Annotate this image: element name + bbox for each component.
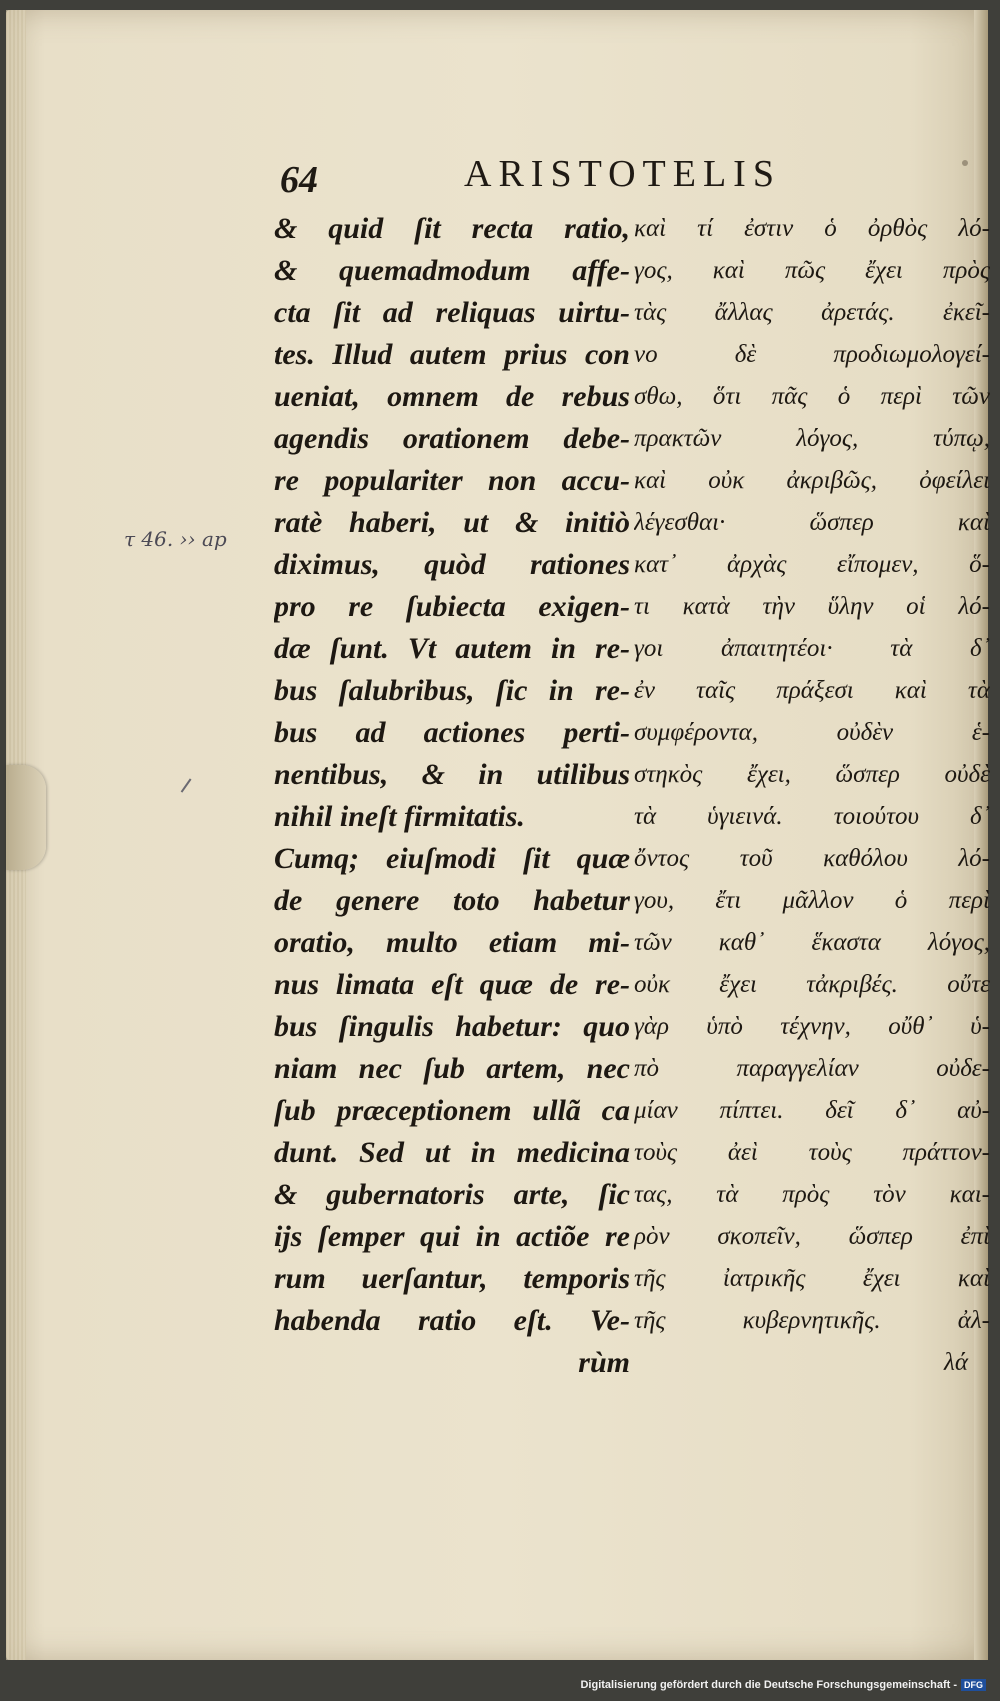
credit-text: Digitalisierung gefördert durch die Deutsche Forschungsgemeinschaft - (580, 1678, 957, 1691)
latin-line: nihil ineſt firmitatis. (274, 800, 525, 833)
greek-line: τῆς ἰατρικῆς ἔχει καὶ (634, 1265, 990, 1292)
latin-column (274, 208, 630, 1384)
latin-line: ratè haberi, ut & initiò (274, 506, 630, 539)
greek-line: πὸ παραγγελίαν οὐδε- (634, 1055, 990, 1082)
latin-line: & gubernatoris arte, ſic (274, 1178, 630, 1211)
greek-line: τας, τὰ πρὸς τὸν και- (634, 1181, 990, 1208)
greek-line: ρὸν σκοπεῖν, ὥσπερ ἐπὶ (634, 1223, 990, 1250)
greek-line: λέγεσθαι· ὥσπερ καὶ (634, 509, 990, 536)
latin-line: ſub præceptionem ullã ca (274, 1094, 630, 1127)
greek-line: ἐν ταῖς πράξεσι καὶ τὰ (634, 677, 990, 704)
latin-line: bus ſalubribus, ſic in re- (274, 674, 630, 707)
latin-line: ijs ſemper qui in actiõe re (274, 1220, 630, 1253)
latin-line: oratio, multo etiam mi- (274, 926, 630, 959)
latin-line: rum uerſantur, temporis (274, 1262, 630, 1295)
latin-line: pro re ſubiecta exigen- (274, 590, 630, 623)
greek-line: συμφέροντα, οὐδὲν ἑ- (634, 719, 990, 746)
greek-line: νο δὲ προδιωμολογεί- (634, 341, 990, 368)
handwritten-margin-note: τ 46. ›› ap (124, 527, 227, 551)
greek-line: μίαν πίπτει. δεῖ δ᾽ αὐ- (634, 1097, 990, 1124)
greek-line: γὰρ ὑπὸ τέχνην, οὔθ᾽ ὑ- (634, 1013, 990, 1040)
latin-line: & quemadmodum affe- (274, 254, 630, 287)
binding-clasp (6, 765, 46, 870)
greek-line: τοὺς ἀεὶ τοὺς πράττον- (634, 1139, 990, 1166)
page-number: 64 (280, 159, 318, 201)
latin-line: nentibus, & in utilibus (274, 758, 630, 791)
latin-line: agendis orationem debe- (274, 422, 630, 455)
latin-line: niam nec ſub artem, nec (274, 1052, 630, 1085)
latin-line: habenda ratio eſt. Ve- (274, 1304, 630, 1337)
latin-line: diximus, quòd rationes (274, 548, 630, 581)
greek-line: καὶ τί ἐστιν ὁ ὀρθὸς λό- (634, 215, 990, 242)
greek-line: τι κατὰ τὴν ὕλην οἱ λό- (634, 593, 990, 620)
greek-line: ὄντος τοῦ καθόλου λό- (634, 845, 990, 872)
running-title: ARISTOTELIS (464, 153, 781, 195)
greek-line: πρακτῶν λόγος, τύπῳ, (634, 425, 990, 452)
greek-line: τὰ ὑγιεινά. τοιούτου δ᾽ (634, 803, 990, 830)
greek-line: σθω, ὅτι πᾶς ὁ περὶ τῶν (634, 383, 990, 410)
greek-line: τῆς κυβερνητικῆς. ἀλ- (634, 1307, 990, 1334)
greek-line: τῶν καθ᾽ ἕκαστα λόγος, (634, 929, 990, 956)
latin-line: nus limata eſt quæ de re- (274, 968, 630, 1001)
greek-line: στηκὸς ἔχει, ὥσπερ οὐδὲ (634, 761, 990, 788)
latin-line: & quid ſit recta ratio, (274, 212, 630, 245)
latin-line: Cumq; eiuſmodi ſit quæ (274, 842, 630, 875)
latin-line: ueniat, omnem de rebus (274, 380, 630, 413)
greek-line: καὶ οὐκ ἀκριβῶς, ὀφείλει (634, 467, 990, 494)
greek-line: τὰς ἄλλας ἀρετάς. ἐκεῖ- (634, 299, 990, 326)
greek-line: γου, ἔτι μᾶλλον ὁ περὶ (634, 887, 990, 914)
dfg-logo: DFG (961, 1679, 986, 1691)
latin-line: bus ad actiones perti- (274, 716, 630, 749)
latin-line: bus ſingulis habetur: quo (274, 1010, 630, 1043)
greek-line: γος, καὶ πῶς ἔχει πρὸς (634, 257, 990, 284)
greek-column (634, 208, 990, 1384)
latin-line: de genere toto habetur (274, 884, 630, 917)
latin-line: re populariter non accu- (274, 464, 630, 497)
greek-line: οὐκ ἔχει τἀκριβές. οὔτε (634, 971, 990, 998)
latin-line: tes. Illud autem prius con (274, 338, 630, 371)
catchword: rùm (578, 1346, 630, 1379)
greek-line: κατ᾽ ἀρχὰς εἴπομεν, ὅ- (634, 551, 990, 578)
latin-line: dæ ſunt. Vt autem in re- (274, 632, 630, 665)
book-page (6, 10, 988, 1660)
greek-line: γοι ἀπαιτητέοι· τὰ δ᾽ (634, 635, 990, 662)
digitization-credit (0, 1679, 1000, 1691)
catchword: λά (944, 1349, 968, 1376)
page-header (276, 148, 976, 201)
latin-line: dunt. Sed ut in medicina (274, 1136, 630, 1169)
latin-line: cta ſit ad reliquas uirtu- (274, 296, 630, 329)
pencil-mark (181, 778, 202, 799)
